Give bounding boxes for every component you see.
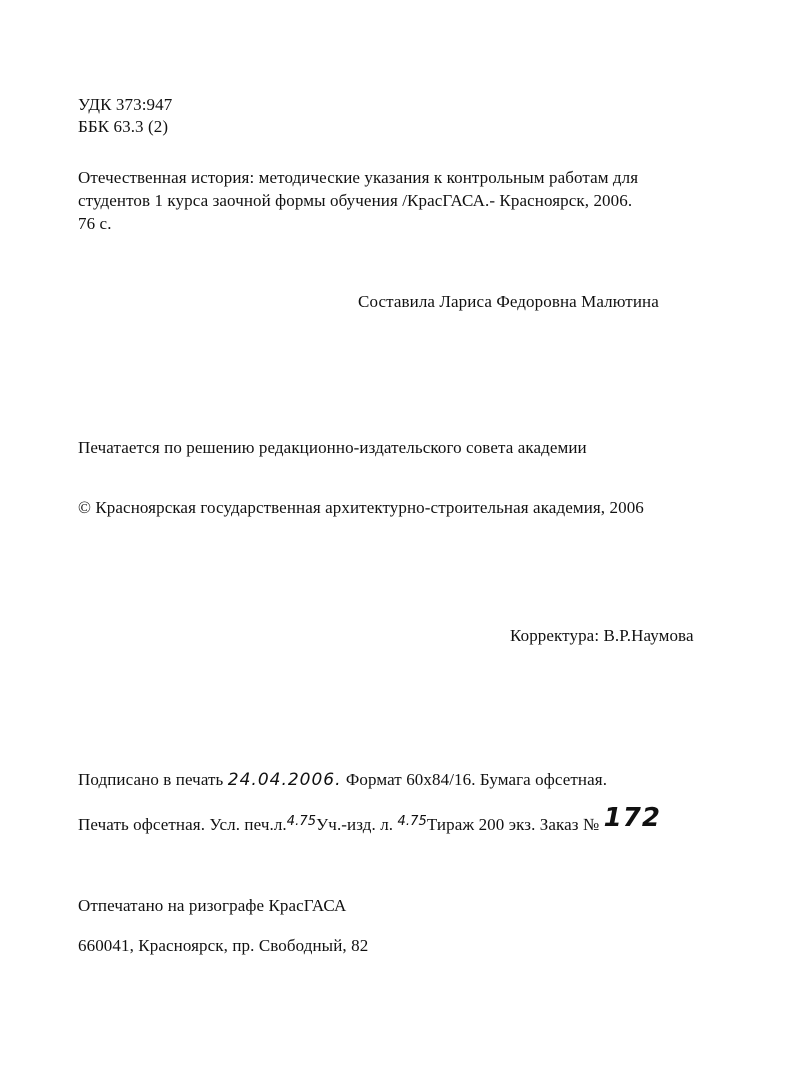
- udk-code: УДК 373:947: [78, 95, 173, 114]
- print-details-line: [78, 803, 661, 837]
- approval-line: Печатается по решению редакционно-издательского совета академии: [78, 438, 587, 457]
- print-signed-label: Подписано в печать: [78, 770, 224, 789]
- printed-on-line: Отпечатано на ризографе КрасГАСА: [78, 896, 347, 915]
- print-signed-line: [78, 770, 607, 790]
- description-line-2: студентов 1 курса заочной формы обучения /КрасГАСА.- Красноярск, 2006.: [78, 191, 633, 210]
- address-line: 660041, Красноярск, пр. Свободный, 82: [78, 936, 369, 955]
- print-type: Печать офсетная.: [78, 815, 206, 834]
- tirazh: Тираж 200 экз.: [426, 815, 536, 834]
- description-line-1: Отечественная история: методические указания к контрольным работам для: [78, 168, 639, 187]
- copyright-line: © Красноярская государственная архитектурно-строительная академия, 2006: [78, 498, 644, 517]
- description-line-3: 76 с.: [78, 214, 112, 233]
- proofreading-line: Корректура: В.Р.Наумова: [510, 626, 694, 645]
- compiler-line: Составила Лариса Федоровна Малютина: [358, 292, 659, 311]
- zakaz-value: 172: [603, 803, 661, 833]
- usl-value: 4.75: [286, 814, 317, 829]
- uch-value: 4.75: [397, 814, 427, 829]
- bbk-code: ББК 63.3 (2): [78, 117, 169, 136]
- print-signed-date: 24.04.2006.: [227, 770, 342, 790]
- usl-label: Усл. печ.л.: [209, 815, 287, 834]
- uch-label: Уч.-изд. л.: [316, 815, 394, 834]
- print-format: Формат 60х84/16. Бумага офсетная.: [345, 770, 608, 789]
- zakaz-label: Заказ №: [539, 815, 600, 834]
